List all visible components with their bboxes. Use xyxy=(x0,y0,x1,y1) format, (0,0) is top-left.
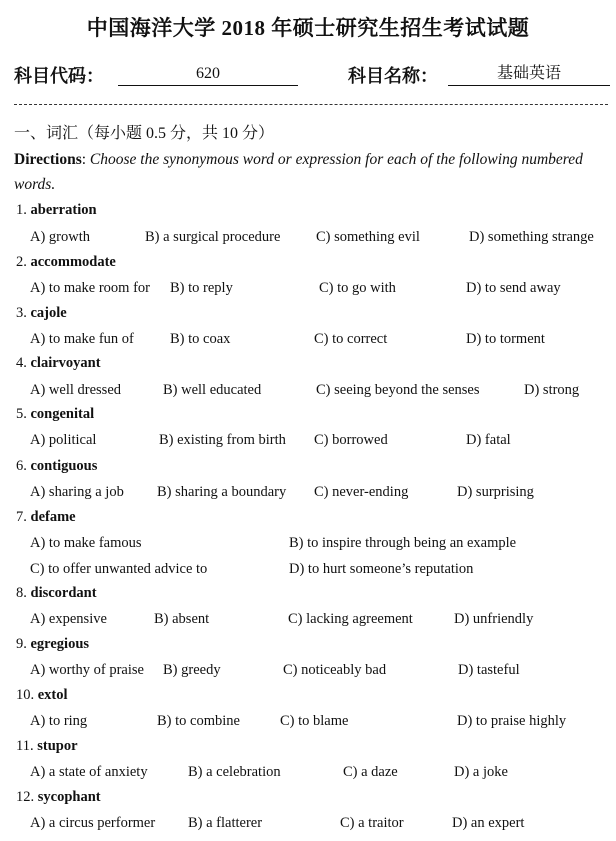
question-word: cajole xyxy=(30,305,67,321)
option-b: B) a celebration xyxy=(188,764,281,780)
subject-name-label: 科目名称： xyxy=(348,66,438,86)
question-word: defame xyxy=(30,509,76,525)
option-a: A) a state of anxiety xyxy=(30,764,148,780)
question-number: 9. xyxy=(16,636,27,652)
option-b: B) a flatterer xyxy=(188,815,263,831)
option-a: A) well dressed xyxy=(30,382,122,398)
question-word: accommodate xyxy=(30,254,116,270)
option-d: D) an expert xyxy=(452,815,525,831)
question-11 xyxy=(16,738,78,755)
question-word: egregious xyxy=(30,636,90,652)
option-b: B) greedy xyxy=(163,662,221,678)
option-a: A) to make room for xyxy=(30,280,150,296)
question-word: extol xyxy=(37,687,68,703)
option-c: C) lacking agreement xyxy=(288,611,413,627)
question-number: 7. xyxy=(16,509,27,525)
question-word: contiguous xyxy=(30,458,98,474)
option-b: B) well educated xyxy=(163,382,262,398)
question-number: 10. xyxy=(16,687,35,703)
section-heading: 一、词汇（每小题 0.5 分，共 10 分） xyxy=(14,125,275,142)
question-4 xyxy=(16,355,101,372)
directions xyxy=(14,147,612,197)
question-number: 3. xyxy=(16,305,27,321)
option-b: B) to inspire through being an example xyxy=(289,535,517,551)
option-d: D) fatal xyxy=(466,432,511,448)
option-c: C) borrowed xyxy=(314,432,388,448)
option-d: D) to send away xyxy=(466,280,561,296)
option-b: B) a surgical procedure xyxy=(145,229,281,245)
option-a: A) a circus performer xyxy=(30,815,156,831)
option-a: A) to make famous xyxy=(30,535,142,551)
question-word: aberration xyxy=(30,202,97,218)
directions-label: Directions xyxy=(14,151,82,168)
option-c: C) to blame xyxy=(280,713,349,729)
option-d: D) to hurt someone’s reputation xyxy=(289,561,474,577)
option-c: C) to correct xyxy=(314,331,388,347)
subject-code-label: 科目代码： xyxy=(14,66,104,86)
question-number: 1. xyxy=(16,202,27,218)
question-2 xyxy=(16,254,116,271)
option-c: C) something evil xyxy=(316,229,420,245)
question-number: 12. xyxy=(16,789,35,805)
exam-title: 中国海洋大学 2018 年硕士研究生招生考试试题 xyxy=(86,16,530,40)
option-d: D) strong xyxy=(524,382,580,398)
question-1 xyxy=(16,202,97,219)
question-number: 2. xyxy=(16,254,27,270)
header-divider xyxy=(14,104,608,105)
option-a: A) to ring xyxy=(30,713,88,729)
question-10 xyxy=(16,687,68,704)
question-word: discordant xyxy=(30,585,97,601)
option-b: B) to coax xyxy=(170,331,231,347)
question-12 xyxy=(16,789,101,806)
question-5 xyxy=(16,406,94,423)
option-b: B) to reply xyxy=(170,280,233,296)
option-a: A) growth xyxy=(30,229,91,245)
option-a: A) expensive xyxy=(30,611,107,627)
question-7 xyxy=(16,509,76,526)
question-8 xyxy=(16,585,97,602)
option-d: D) surprising xyxy=(457,484,534,500)
question-6 xyxy=(16,458,97,475)
option-c: C) seeing beyond the senses xyxy=(316,382,480,398)
question-word: sycophant xyxy=(37,789,101,805)
question-number: 4. xyxy=(16,355,27,371)
directions-separator: : xyxy=(81,151,90,168)
question-number: 11. xyxy=(16,738,34,754)
option-d: D) something strange xyxy=(469,229,594,245)
question-number: 6. xyxy=(16,458,27,474)
option-c: C) never-ending xyxy=(314,484,409,500)
option-c: C) noticeably bad xyxy=(283,662,387,678)
question-number: 8. xyxy=(16,585,27,601)
option-a: A) to make fun of xyxy=(30,331,134,347)
option-c: C) a traitor xyxy=(340,815,404,831)
option-b: B) sharing a boundary xyxy=(157,484,287,500)
option-d: D) a joke xyxy=(454,764,508,780)
directions-text: Choose the synonymous word or expression for each of the following numbered words. xyxy=(14,151,583,193)
question-word: congenital xyxy=(30,406,95,422)
option-a: A) sharing a job xyxy=(30,484,124,500)
question-word: stupor xyxy=(37,738,78,754)
question-3 xyxy=(16,305,67,322)
subject-code-value: 620 xyxy=(118,64,298,86)
option-b: B) absent xyxy=(154,611,210,627)
option-c: C) to go with xyxy=(319,280,396,296)
option-c: C) to offer unwanted advice to xyxy=(30,561,208,577)
option-b: B) to combine xyxy=(157,713,240,729)
option-d: D) to torment xyxy=(466,331,545,347)
option-b: B) existing from birth xyxy=(159,432,286,448)
question-word: clairvoyant xyxy=(30,355,101,371)
option-d: D) to praise highly xyxy=(457,713,567,729)
option-d: D) unfriendly xyxy=(454,611,534,627)
subject-name-value: 基础英语 xyxy=(448,64,610,86)
option-d: D) tasteful xyxy=(458,662,520,678)
option-a: A) worthy of praise xyxy=(30,662,144,678)
option-c: C) a daze xyxy=(343,764,398,780)
question-9 xyxy=(16,636,89,653)
option-a: A) political xyxy=(30,432,97,448)
question-number: 5. xyxy=(16,406,27,422)
